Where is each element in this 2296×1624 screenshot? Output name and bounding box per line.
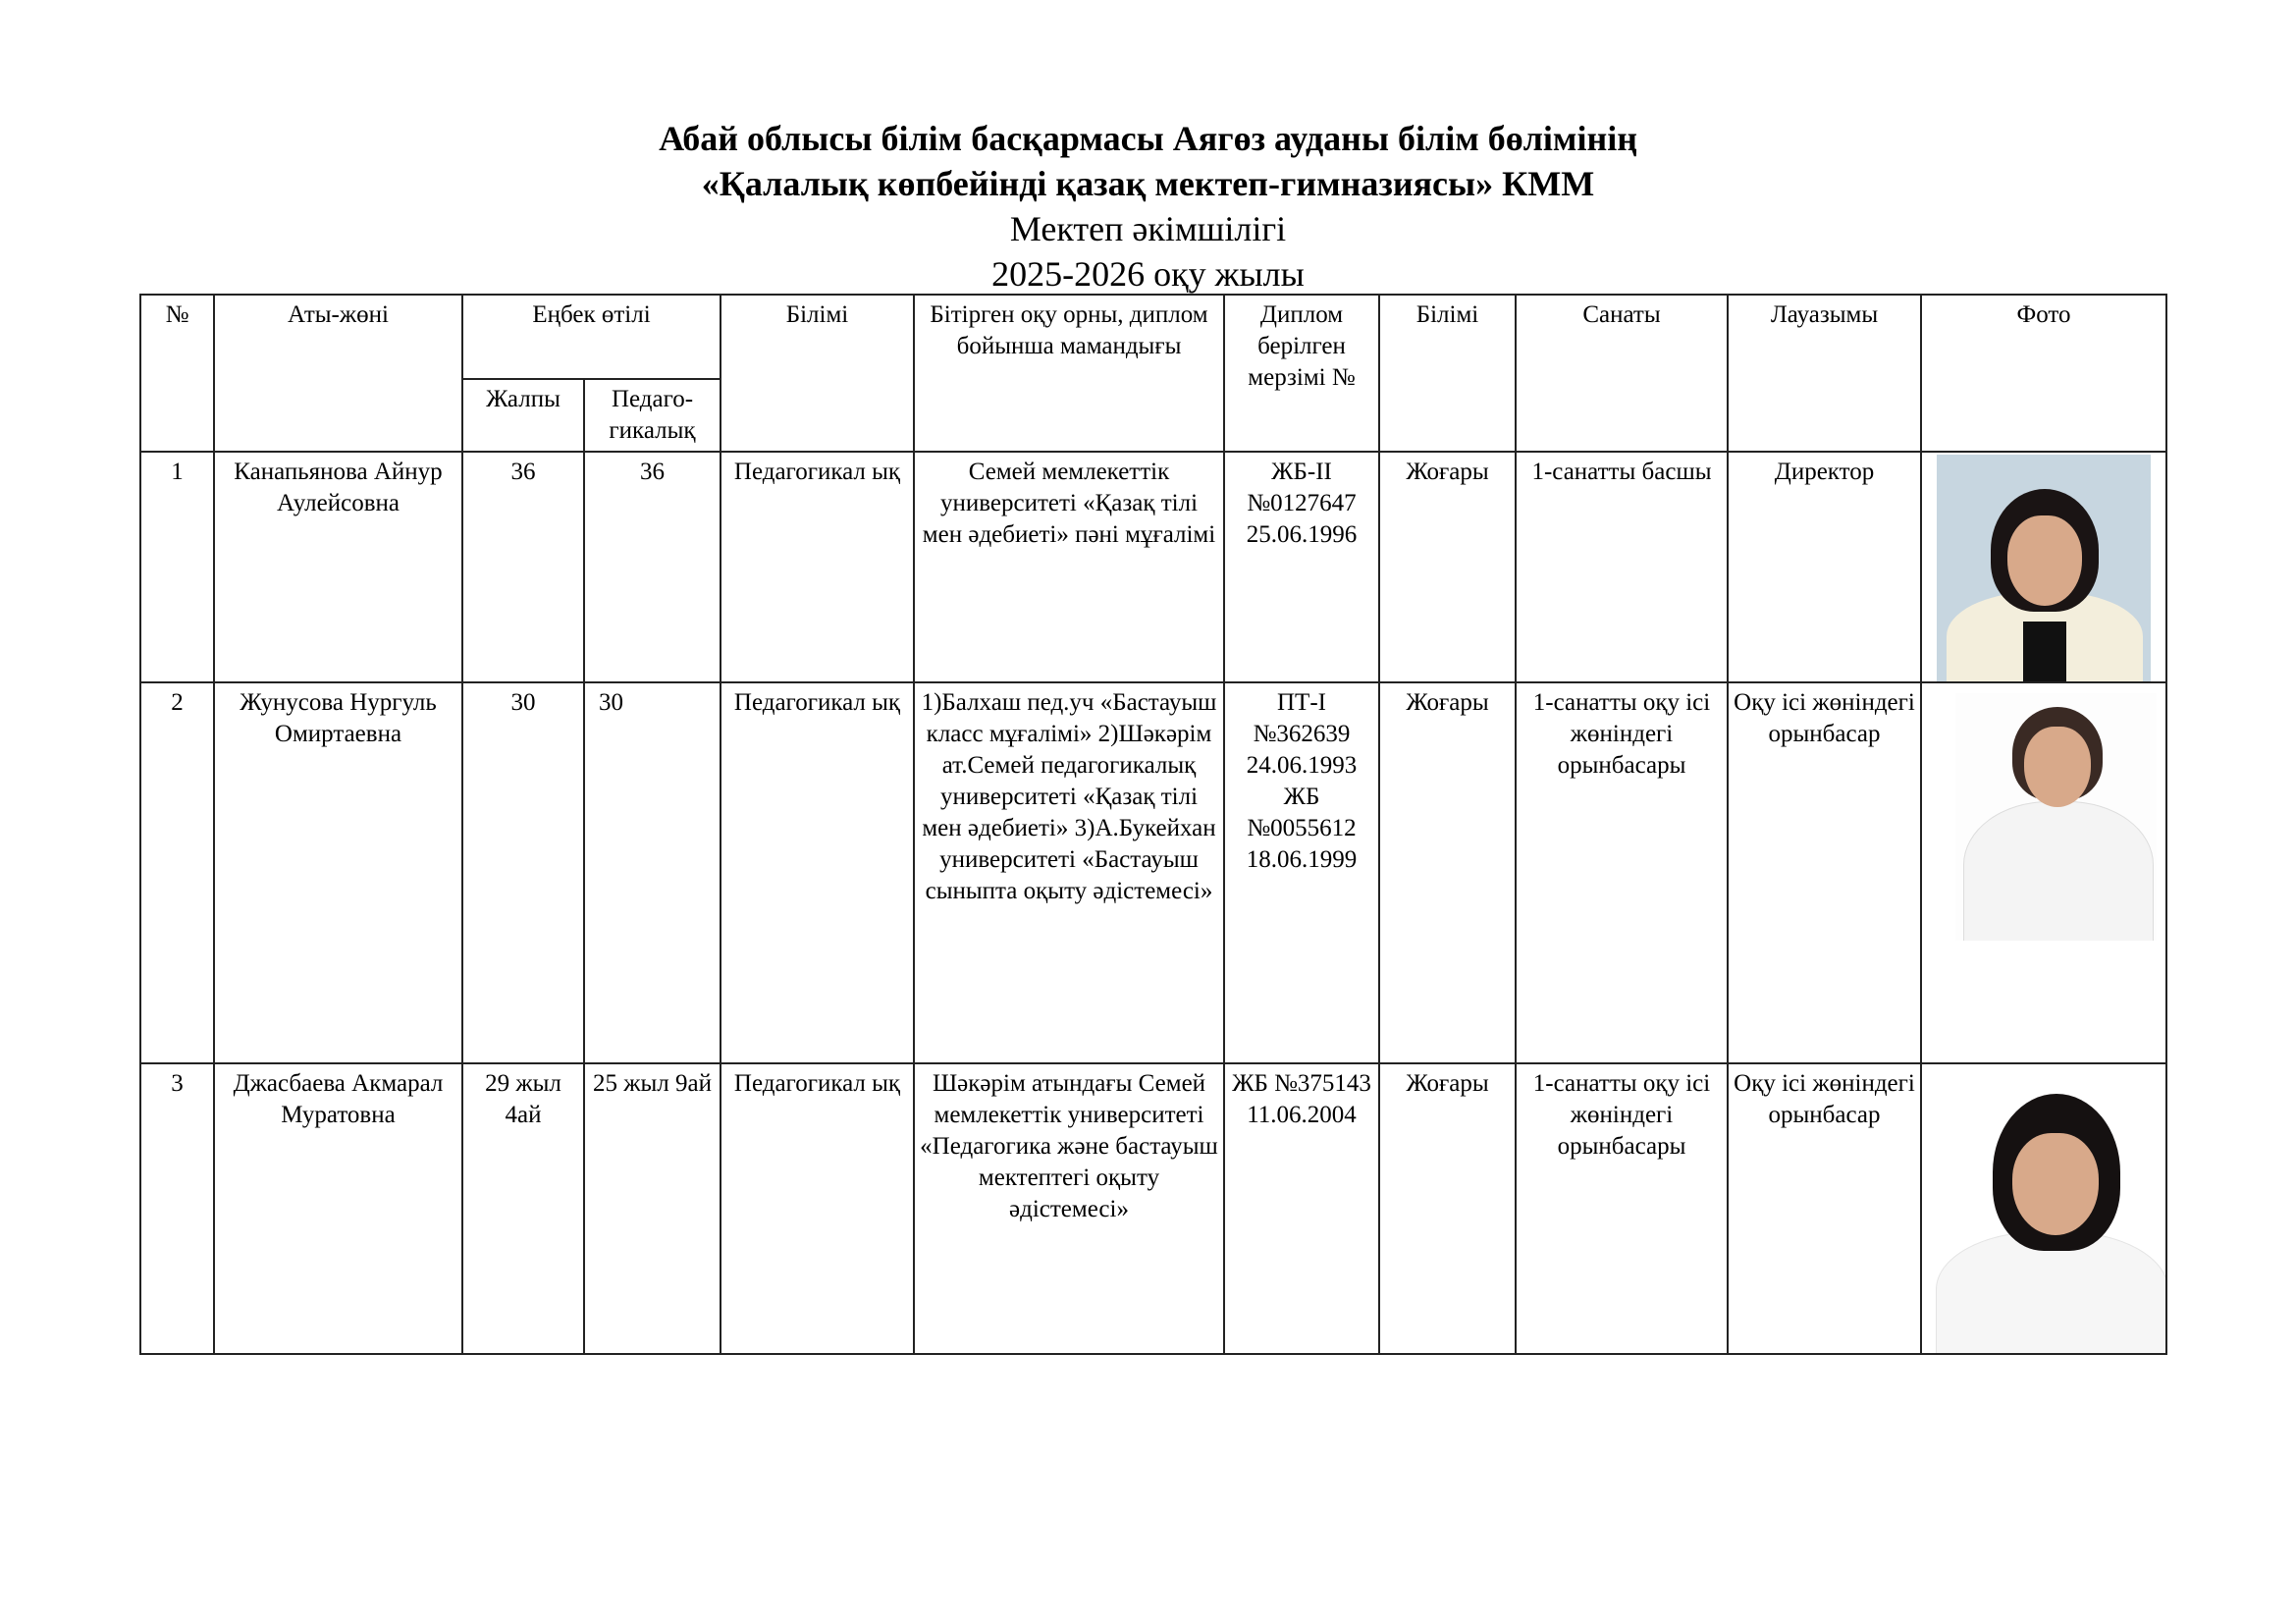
col-category: Санаты: [1516, 295, 1728, 452]
cell-name: Джасбаева Акмарал Муратовна: [214, 1063, 462, 1354]
cell-no: 2: [140, 682, 214, 1063]
cell-no: 3: [140, 1063, 214, 1354]
header-row: [140, 295, 2166, 379]
cell-exp-ped: 25 жыл 9ай: [584, 1063, 721, 1354]
col-diploma: Диплом берілген мерзімі №: [1224, 295, 1379, 452]
cell-exp-total: 30: [462, 682, 584, 1063]
cell-name: Канапьянова Айнур Аулейсовна: [214, 452, 462, 682]
cell-institution: Шәкәрім атындағы Семей мемлекеттік университеті «Педагогика және бастауыш мектептегі оқыту әдістемесі»: [914, 1063, 1224, 1354]
col-experience: Еңбек өтілі: [462, 295, 721, 379]
col-photo: Фото: [1921, 295, 2166, 452]
col-education-level: Білімі: [1379, 295, 1516, 452]
table-row: [140, 452, 2166, 682]
portrait-photo: [1955, 693, 2157, 941]
cell-exp-total: 36: [462, 452, 584, 682]
cell-institution: Семей мемлекеттік университеті «Қазақ тілі мен әдебиеті» пәні мұғалімі: [914, 452, 1224, 682]
cell-category: 1-санатты оқу ісі жөніндегі орынбасары: [1516, 1063, 1728, 1354]
cell-education: Педагогикал ық: [721, 682, 914, 1063]
col-experience-total: Жалпы: [462, 379, 584, 452]
cell-position: Оқу ісі жөніндегі орынбасар: [1728, 1063, 1921, 1354]
cell-photo: [1921, 452, 2166, 682]
cell-diploma: ЖБ №375143 11.06.2004: [1224, 1063, 1379, 1354]
cell-position: Директор: [1728, 452, 1921, 682]
cell-exp-total: 29 жыл 4ай: [462, 1063, 584, 1354]
table-row: [140, 1063, 2166, 1354]
cell-name: Жунусова Нургуль Омиртаевна: [214, 682, 462, 1063]
header-line-1: Абай облысы білім басқармасы Аягөз ауданы білім бөлімінің: [659, 119, 1637, 158]
cell-category: 1-санатты оқу ісі жөніндегі орынбасары: [1516, 682, 1728, 1063]
cell-exp-ped: 36: [584, 452, 721, 682]
portrait-photo: [1936, 1074, 2166, 1354]
cell-diploma: ПТ-І №362639 24.06.1993 ЖБ №0055612 18.06.1999: [1224, 682, 1379, 1063]
staff-table: [139, 294, 2167, 1355]
header-line-3: Мектеп әкімшілігі: [1009, 209, 1287, 248]
cell-education: Педагогикал ық: [721, 452, 914, 682]
cell-institution: 1)Балхаш пед.уч «Бастауыш класс мұғалімі» 2)Шәкәрім ат.Семей педагогикалық университеті «Қазақ тілі мен әдебиеті» 3)А.Букейхан университеті «Бастауыш сыныпта оқыту әдістемесі»: [914, 682, 1224, 1063]
col-position: Лауазымы: [1728, 295, 1921, 452]
cell-category: 1-санатты басшы: [1516, 452, 1728, 682]
table-row: [140, 682, 2166, 1063]
cell-position: Оқу ісі жөніндегі орынбасар: [1728, 682, 1921, 1063]
header-line-4: 2025-2026 оқу жылы: [991, 254, 1305, 294]
cell-diploma: ЖБ-ІІ №0127647 25.06.1996: [1224, 452, 1379, 682]
col-name: Аты-жөні: [214, 295, 462, 452]
cell-exp-ped: 30: [584, 682, 721, 1063]
cell-education-level: Жоғары: [1379, 1063, 1516, 1354]
col-education: Білімі: [721, 295, 914, 452]
cell-education-level: Жоғары: [1379, 452, 1516, 682]
cell-photo: [1921, 682, 2166, 1063]
cell-photo: [1921, 1063, 2166, 1354]
cell-education-level: Жоғары: [1379, 682, 1516, 1063]
col-no: №: [140, 295, 214, 452]
cell-education: Педагогикал ық: [721, 1063, 914, 1354]
cell-no: 1: [140, 452, 214, 682]
portrait-photo: [1937, 455, 2151, 682]
col-experience-ped: Педаго-гикалық: [584, 379, 721, 452]
col-institution: Бітірген оқу орны, диплом бойынша мамандығы: [914, 295, 1224, 452]
header-line-2: «Қалалық көпбейінді қазақ мектеп-гимназиясы» КММ: [701, 164, 1595, 203]
